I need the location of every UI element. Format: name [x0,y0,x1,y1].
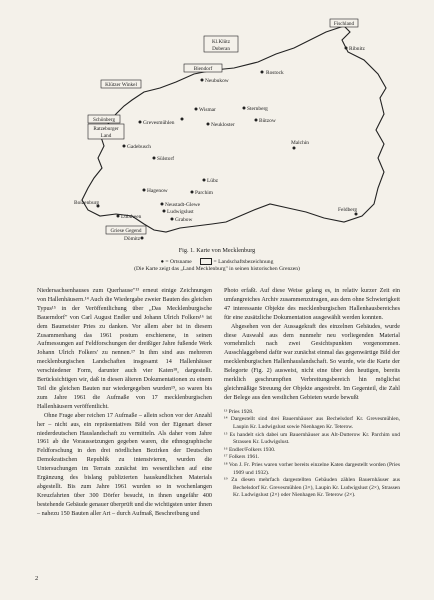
map-legend [0,258,434,265]
region-doberan [204,36,238,52]
town-rerik [261,70,284,76]
svg-text:Land: Land [100,133,112,139]
paragraph: Ohne Frage aber reichen 17 Aufmaße – allein schon vor der Anzahl her – nicht aus, ein repräsentatives Bild von der Eigenart dieser niederdeutschen Hauslandschaft zu vermitteln. Als daher vom Jahre 1961 ab die Voraussetzungen gegeben waren, die ethnographische Feldforschung in den drei nördlichen Bezirken der Deutschen Demokratischen Republik zu intensivieren, wurden die Untersuchungen im Terrain zunächst im wesentlichen auf eine Ergänzung des bislang publizierten hauskundlichen Materials abgestellt. Bis zum Jahre 1961 wurden so in wochenlangen Kreuzfahrten über 300 Dörfer besucht, in ihnen ungefähr 400 bestehende Gebäude genauer überprüft und die wichtigsten unter ihnen – nahezu 150 Bauten aller Art – durch Aufmaß, Beschreibung und [37,412,212,517]
town-gadebusch [123,144,152,150]
paragraph: Photo erfaßt. Auf diese Weise gelang es, in relativ kurzer Zeit ein umfangreiches Archiv zusammenzutragen, aus dem ohne Schwierigkeit 47 interessante Objekte des mecklenburgischen Hallenhausbereiches für eine zusätzliche Dokumentation ausgewählt werden konnten. [224,288,400,321]
footnote: ¹⁶ Endler/Folkers 1930. [224,446,276,453]
footnote: ¹⁹ Zu diesen mehrfach dargestellten Gebäuden zählen Bauernhäuser aus Bechelsdorf Kr. Grevesmühlen (3×), Laupin Kr. Ludwigslust (2×), Strassen Kr. Ludwigslust (2×) oder Nienhagen Kr. Teterow (2×). [224,477,400,499]
town-malchin [291,140,309,150]
svg-text:Rostock: Rostock [266,70,284,76]
footnotes [224,409,400,500]
region-rosengarten [184,64,222,72]
town-grevesmuhlen [139,120,175,126]
town-neustadt-glewe [161,202,201,208]
town-neuburg [201,78,229,84]
town-lubtheen [117,214,142,220]
legend-box-icon [200,258,212,265]
text-column-right [224,287,400,500]
svg-text:Doberan: Doberan [212,46,230,52]
region-griese-gegend [106,226,146,234]
town-schwerin-dot [181,118,184,121]
svg-text:Gadebusch: Gadebusch [127,144,151,150]
svg-text:Neustadt-Glewe: Neustadt-Glewe [165,202,201,208]
svg-text:Boizenburg: Boizenburg [74,200,100,206]
town-grabow [171,217,193,223]
page-number: 2 [35,575,39,582]
map-note: (Die Karte zeigt das „Land Mecklenburg" in seinen historischen Grenzen) [134,266,300,272]
svg-text:Ratzeburger: Ratzeburger [93,126,119,132]
svg-text:Sternberg: Sternberg [247,106,268,112]
svg-text:Malchin: Malchin [291,140,309,146]
legend-right: = Landschaftsbezeichnung [213,258,274,265]
town-sulstorf [153,155,175,162]
svg-text:Fischland: Fischland [333,21,355,27]
figure-caption: Fig. 1. Karte von Mecklenburg [178,247,256,254]
legend-left: = Ortsname [165,258,192,265]
legend-dot-icon: ● [160,258,164,265]
svg-text:Neukloster: Neukloster [211,122,235,128]
svg-text:Hagenow: Hagenow [147,188,168,194]
footnote: ¹⁷ Folkers 1961. [224,454,260,461]
svg-text:Ludwigslust: Ludwigslust [167,209,194,215]
text-column-left [37,287,212,519]
svg-text:Grabow: Grabow [175,217,193,223]
svg-text:Bützow: Bützow [259,118,276,124]
town-neukloster [207,122,235,128]
svg-text:Biendorf: Biendorf [193,66,213,72]
footnote: ¹³ Pries 1928. [224,408,254,415]
town-domitz [124,236,144,242]
town-feldberg [338,207,358,216]
paragraph: Abgesehen von der Aussagekraft des einzelnen Gebäudes, wurde diese Auswahl aus dem nunmehr neu vorliegenden Material vornehmlich nach zwei Gesichtspunkten vorgenommen. Ausschlaggebend dafür war zunächst einmal das gegenwärtige Bild der mecklenburgischen Hallenhauslandschaft. So wurde, wie die Karte der Belegorte (Fig. 2) ausweist, nicht eine über den heutigen, bereits merklich geschrumpften Verbreitungsbereich hin möglichst gleichmäßige Streuung der Objekte angestrebt. Im Gegenteil, die Zahl der Belege aus den westlichen Gebieten wurde bewußt [224,323,400,401]
town-butzow [255,118,276,124]
svg-text:Lübz: Lübz [207,178,219,184]
svg-text:Lübtheen: Lübtheen [121,214,142,220]
svg-text:Wismar: Wismar [199,107,216,113]
town-ludwigslust [163,209,195,215]
region-schonberg [88,115,120,123]
svg-text:Parchim: Parchim [195,190,213,196]
svg-text:Neubukow: Neubukow [205,78,229,84]
town-boizenburg [74,200,100,208]
svg-text:Ribnitz: Ribnitz [349,46,365,52]
footnote: ¹⁵ Es handelt sich dabei um Bauernhäuser aus Alt-Dutterow Kr. Parchim und Strassen Kr. Ludwigslust. [224,431,400,446]
svg-text:Sülstorf: Sülstorf [157,156,175,162]
region-fischland [330,19,358,27]
svg-text:Griese Gegend: Griese Gegend [110,228,142,234]
region-ratzeburger-land [88,124,124,139]
region-klutzer-winkel [101,80,141,88]
footnote: ¹⁴ Dargestellt sind drei Bauernhäuser aus Bechelsdorf Kr. Grevesmühlen, Laupin Kr. Ludwigslust sowie Nienhagen Kr. Teterow. [224,416,400,430]
town-lubz [203,178,219,184]
town-hagenow [143,188,168,194]
footnote: ¹⁸ Von J. Fr. Pries waren vorher bereits einzelne Katen dargestellt worden (Pries 1909 und 1932). [224,461,400,476]
svg-text:Feldberg: Feldberg [338,207,358,213]
town-sternberg [243,106,269,112]
svg-text:Schönberg: Schönberg [92,117,116,123]
mecklenburg-outline [82,26,386,232]
svg-text:Kl.Klütz: Kl.Klütz [211,39,231,45]
svg-text:Grevesmühlen: Grevesmühlen [143,120,175,126]
town-wismar [195,107,217,113]
map-of-mecklenburg [44,18,394,242]
town-parchim [191,190,214,196]
svg-text:Dömitz: Dömitz [124,236,141,242]
svg-text:Klützer Winkel: Klützer Winkel [105,82,137,88]
paragraph: Niedersachsenhauses zum Querhause"¹³ erneut einige Zeichnungen von Hallenhäusern.¹⁴ Auch die Wiedergabe zweier Bauten des gleichen Typus¹⁵ in der Veröffentlichung über „Das Mecklenburgische Bauerndorf" von Carl August Endler und Johann Ulrich Folkers¹⁶ ist dem Baumeister Pries zu danken. Vor allem aber ist in diesem Zusammenhang das 1961 postum erschienene, in seinen Aufmessungen auf Feldforschungen der dreißiger Jahre fußende Werk Johann Ulrich Folkers' zu nennen.¹⁷ In ihm sind aus mehreren mecklenburgischen Landschaften insgesamt 14 Hallenhäuser verschiedener Form, darunter auch vier Katen¹⁸, dargestellt. Berücksichtigen wir, daß in diesen älteren Dokumentationen zu einem Teil die gleichen Bauten nur wiedergegeben wurden¹⁹, so waren bis zum Jahre 1961 die Aufmaße von 17 mecklenburgischen Hallenhäusern veröffentlicht. [37,288,212,410]
